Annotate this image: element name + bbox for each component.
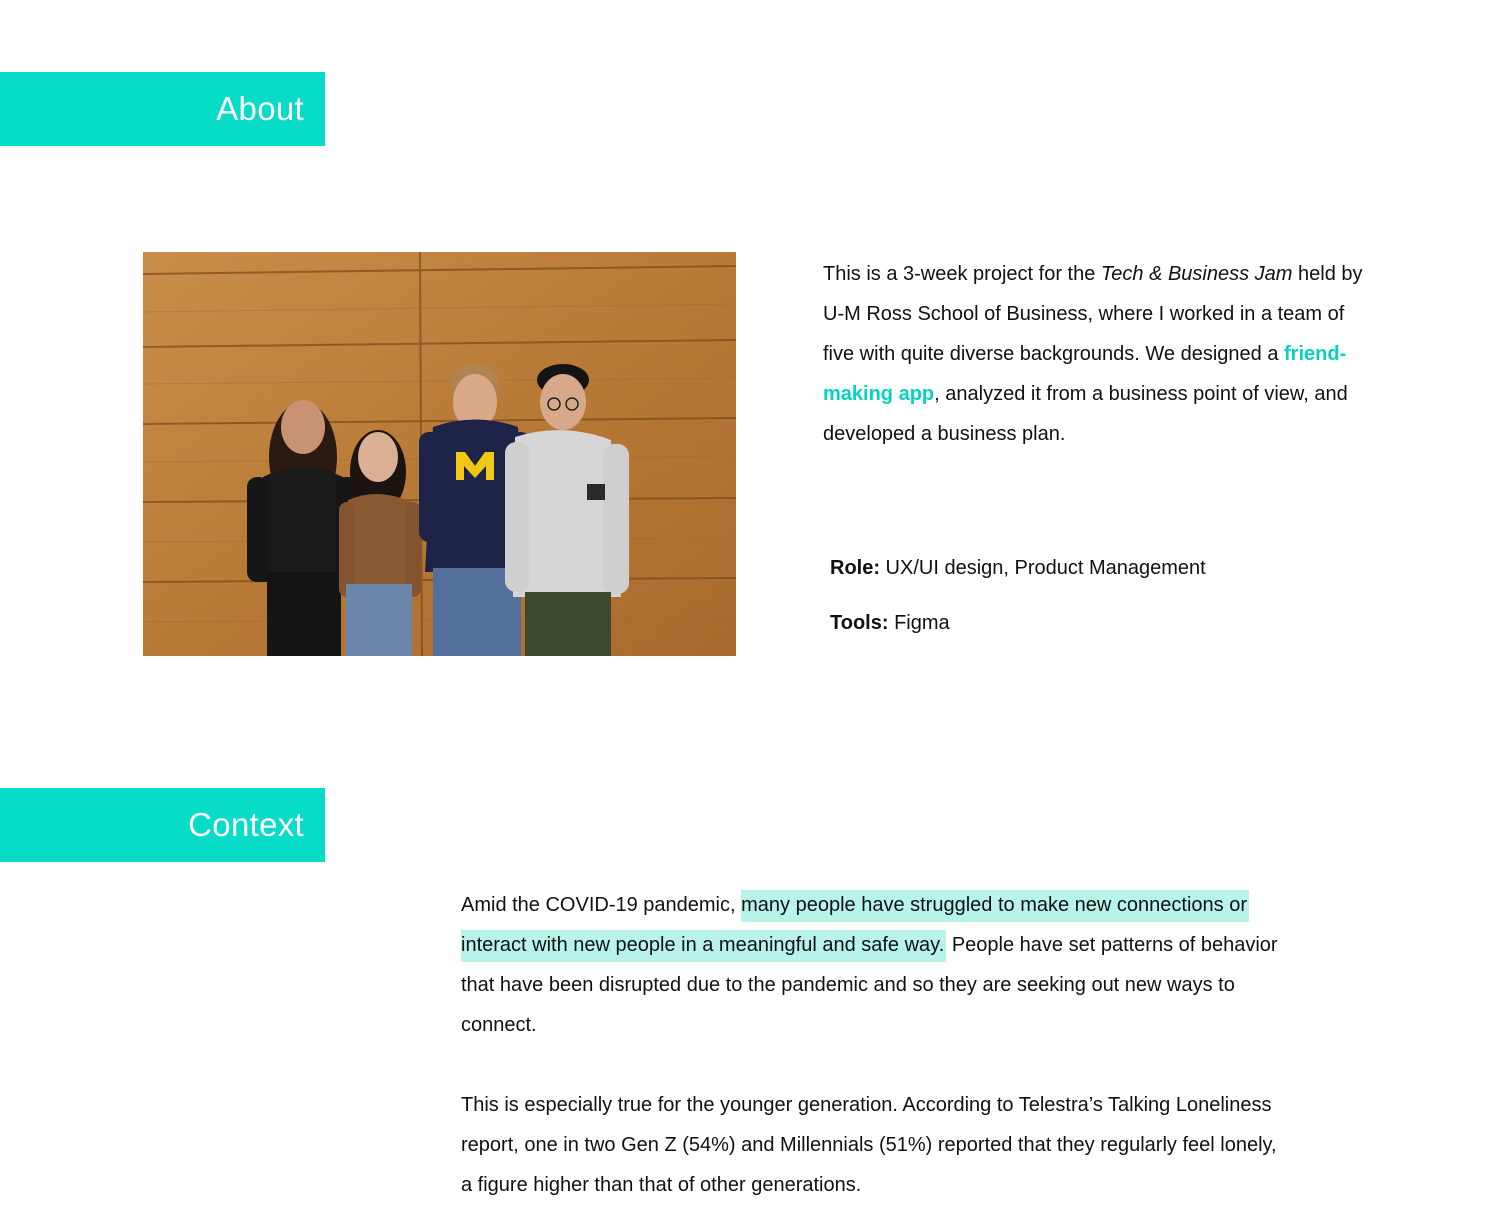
- about-intro-prefix: This is a 3-week project for the: [823, 263, 1101, 285]
- context-p1-suffix: People have set patterns of behavior that have been disrupted due to the pandemic and so they are seeking out new ways to connect.: [461, 934, 1278, 1036]
- tools-value: Figma: [888, 612, 950, 634]
- context-highlight: many people have struggled to make new connections or interact with new people in a meaningful and safe way.: [461, 890, 1249, 962]
- event-name: Tech & Business Jam: [1100, 263, 1293, 285]
- role-row: [830, 554, 1206, 582]
- about-section-heading: [0, 72, 325, 146]
- context-description: [461, 885, 1291, 1205]
- tools-label: Tools:: [830, 612, 889, 634]
- context-p1-prefix: Amid the COVID-19 pandemic,: [461, 894, 742, 916]
- context-section-heading: [0, 788, 325, 862]
- context-paragraph-1: [461, 885, 1291, 1045]
- about-description: [823, 254, 1363, 454]
- about-heading-text: About: [216, 90, 304, 127]
- role-label: Role:: [830, 557, 880, 579]
- context-paragraph-2: This is especially true for the younger generation. According to Telestra’s Talking Loneliness report, one in two Gen Z (54%) and Millennials (51%) reported that they regularly feel lonely, a figure higher than that of other generations.: [461, 1094, 1277, 1196]
- context-heading-text: Context: [188, 806, 304, 843]
- about-intro-middle: held by U-M Ross School of Business, where I worked in a team of five with quite diverse backgrounds. We designed a: [823, 263, 1363, 365]
- about-intro-suffix: , analyzed it from a business point of view, and developed a business plan.: [823, 383, 1348, 445]
- team-photo-illustration: [143, 252, 736, 656]
- tools-row: [830, 609, 950, 637]
- team-photo: [143, 252, 736, 656]
- friend-making-app-link[interactable]: friend-making app: [823, 343, 1347, 405]
- role-value: UX/UI design, Product Management: [880, 557, 1206, 579]
